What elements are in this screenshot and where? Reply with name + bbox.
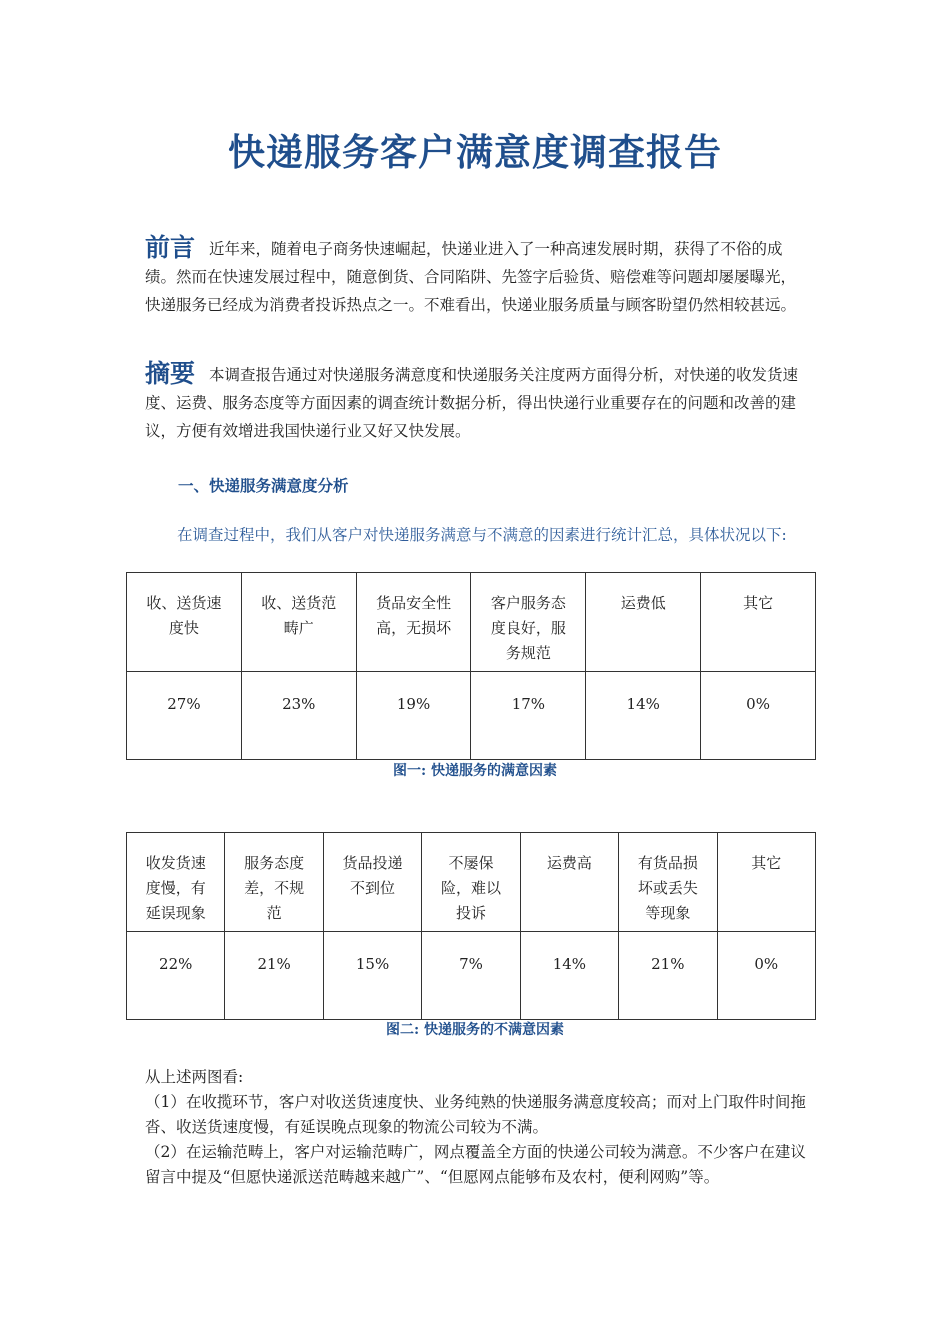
table-header-cell: 其它 bbox=[701, 573, 816, 672]
table-value-cell: 14% bbox=[586, 672, 701, 760]
table-header-cell: 收、送货速度快 bbox=[127, 573, 242, 672]
table-header-row bbox=[127, 833, 816, 932]
dissatisfaction-table bbox=[126, 832, 816, 1020]
table-header-cell: 服务态度差，不规范 bbox=[225, 833, 323, 932]
table-value-cell: 19% bbox=[356, 672, 471, 760]
table-value-cell: 7% bbox=[422, 932, 520, 1020]
section-intro: 在调查过程中，我们从客户对快递服务满意与不满意的因素进行统计汇总，具体状况以下: bbox=[177, 526, 787, 544]
table-header-row bbox=[127, 573, 816, 672]
table-header-cell: 货品投递不到位 bbox=[323, 833, 421, 932]
table-header-cell: 客户服务态度良好，服务规范 bbox=[471, 573, 586, 672]
table-header-cell: 运费高 bbox=[520, 833, 618, 932]
abstract-label: 摘要 bbox=[145, 359, 196, 388]
table-row bbox=[127, 672, 816, 760]
table-value-cell: 23% bbox=[241, 672, 356, 760]
table-header-cell: 有货品损坏或丢失等现象 bbox=[619, 833, 717, 932]
table-header-cell: 收、送货范畴广 bbox=[241, 573, 356, 672]
abstract-text: 本调查报告通过对快递服务满意度和快递服务关注度两方面得分析，对快递的收发货速度、运费、服务态度等方面因素的调查统计数据分析，得出快递行业重要存在的问题和改善的建议，方便有效增进我国快递行业又好又快发展。 bbox=[145, 366, 799, 440]
abstract-paragraph bbox=[145, 360, 810, 445]
table-value-cell: 22% bbox=[127, 932, 225, 1020]
table-header-cell: 运费低 bbox=[586, 573, 701, 672]
table-value-cell: 21% bbox=[225, 932, 323, 1020]
table-value-cell: 14% bbox=[520, 932, 618, 1020]
conclusion-point-2: （2）在运输范畴上，客户对运输范畴广，网点覆盖全方面的快递公司较为满意。不少客户在建议留言中提及“但愿快递派送范畴越来越广”、“但愿网点能够布及农村，便利网购”等。 bbox=[145, 1143, 806, 1186]
table-value-cell: 21% bbox=[619, 932, 717, 1020]
table-value-cell: 17% bbox=[471, 672, 586, 760]
conclusion-point-1: （1）在收揽环节，客户对收送货速度快、业务纯熟的快递服务满意度较高；而对上门取件时间拖沓、收送货速度慢，有延误晚点现象的物流公司较为不满。 bbox=[145, 1093, 806, 1136]
table-value-cell: 0% bbox=[701, 672, 816, 760]
table-header-cell: 货品安全性高，无损坏 bbox=[356, 573, 471, 672]
preface-label: 前言 bbox=[145, 233, 196, 262]
table-value-cell: 15% bbox=[323, 932, 421, 1020]
table-value-cell: 0% bbox=[717, 932, 815, 1020]
table-value-cell: 27% bbox=[127, 672, 242, 760]
preface-text: 近年来，随着电子商务快速崛起，快递业进入了一种高速发展时期，获得了不俗的成绩。然而在快速发展过程中，随意倒货、合同陷阱、先签字后验货、赔偿难等问题却屡屡曝光，快递服务已经成为消费者投诉热点之一。不难看出，快递业服务质量与顾客盼望仍然相较甚远。 bbox=[145, 240, 797, 314]
conclusion-section bbox=[145, 1065, 810, 1190]
table-header-cell: 其它 bbox=[717, 833, 815, 932]
table-header-cell: 不屡保险，难以投诉 bbox=[422, 833, 520, 932]
conclusion-intro: 从上述两图看: bbox=[145, 1068, 244, 1086]
preface-paragraph bbox=[145, 234, 810, 319]
figure-caption-1: 图一: 快递服务的满意因素 bbox=[392, 763, 558, 779]
page-title: 快递服务客户满意度调查报告 bbox=[228, 130, 722, 174]
section-heading: 一、快递服务满意度分析 bbox=[178, 476, 349, 495]
table-row bbox=[127, 932, 816, 1020]
table-header-cell: 收发货速度慢，有延误现象 bbox=[127, 833, 225, 932]
satisfaction-table bbox=[126, 572, 816, 760]
figure-caption-2: 图二: 快递服务的不满意因素 bbox=[385, 1022, 565, 1038]
